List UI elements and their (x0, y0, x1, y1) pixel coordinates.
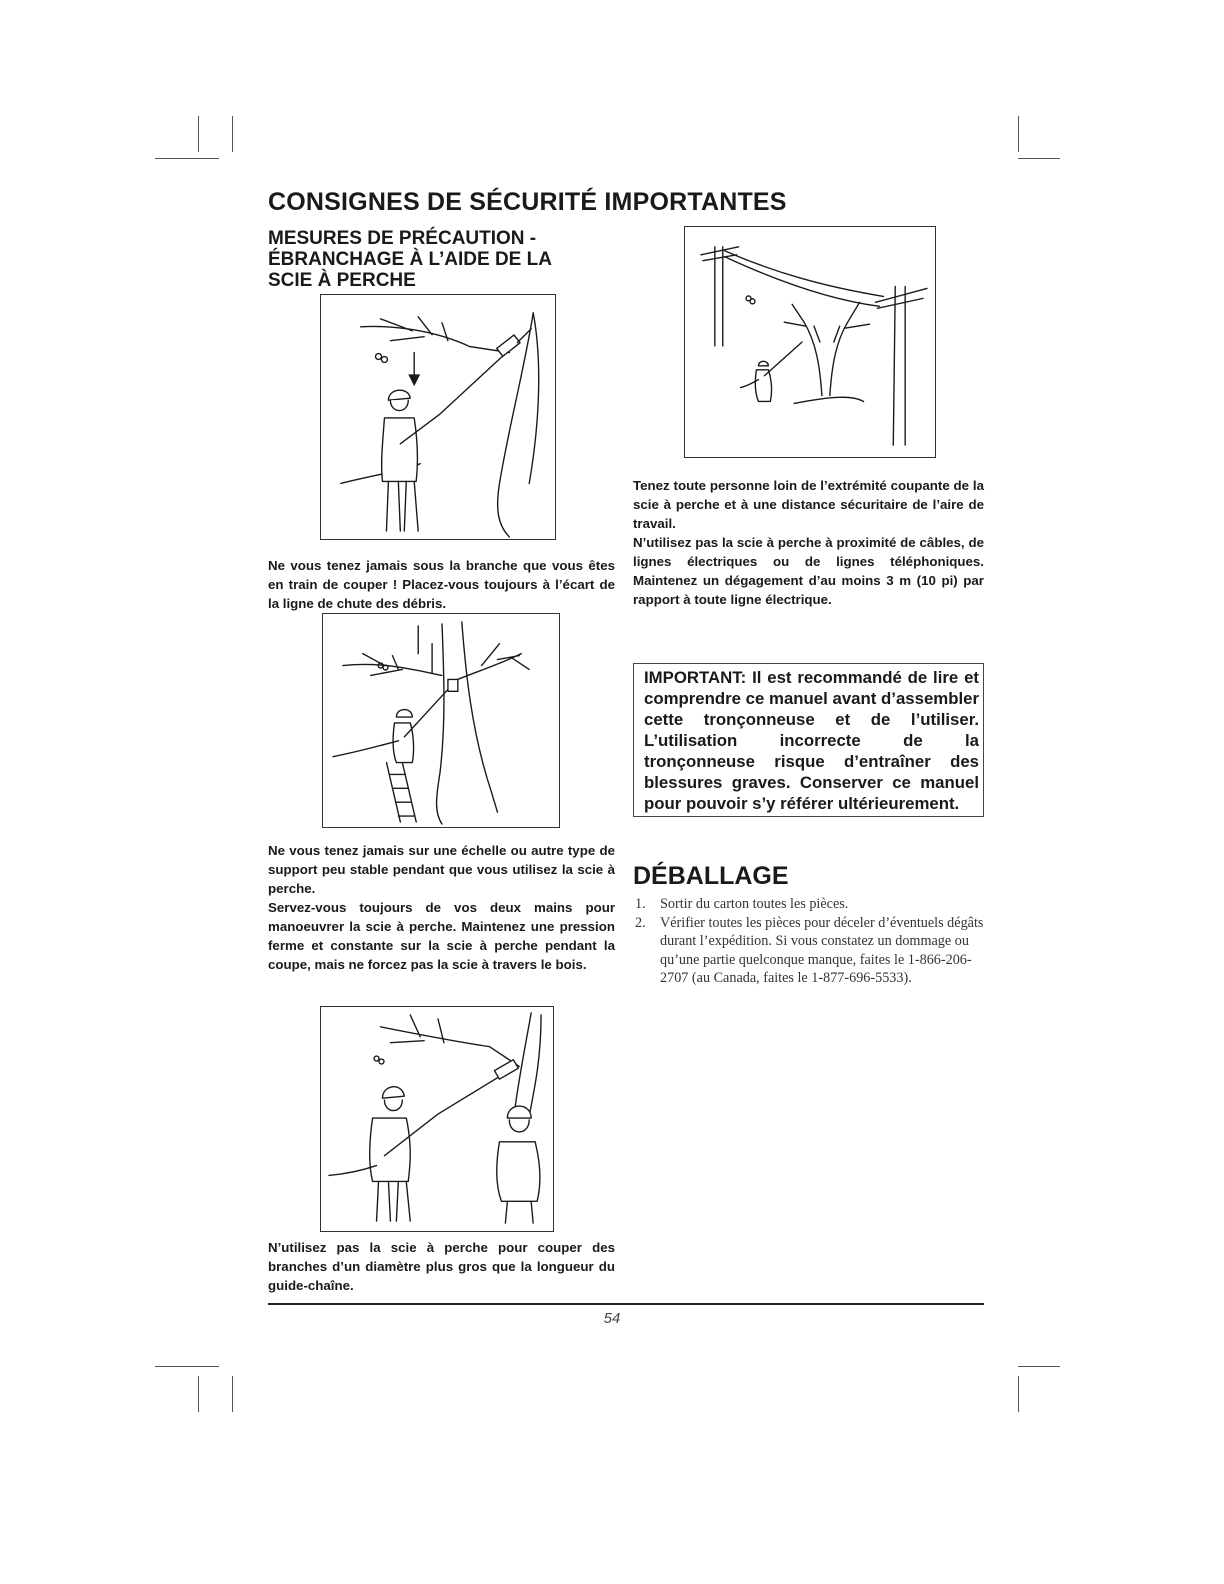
crop-mark (232, 1376, 233, 1412)
crop-mark (155, 1366, 219, 1367)
caption-ladder-b: Servez-vous toujours de vos deux mains pour manoeuvrer la scie à perche. Maintenez une pression ferme et constante sur la scie à perche pendant la coupe, mais ne forcez pas la scie à travers le bois. (268, 900, 615, 972)
crop-mark (1018, 116, 1019, 152)
illustration-ladder (323, 614, 559, 827)
footer-rule (268, 1303, 984, 1305)
deballage-step (635, 895, 987, 914)
figure-power-lines (684, 226, 936, 458)
caption-power-lines (633, 476, 984, 609)
crop-mark (1018, 1376, 1019, 1412)
crop-mark (155, 158, 219, 159)
caption-two-people: N’utilisez pas la scie à perche pour couper des branches d’un diamètre plus gros que la longueur du guide-chaîne. (268, 1240, 615, 1293)
step-number: 2. (635, 914, 646, 931)
figure-ladder (322, 613, 560, 828)
caption-power-lines-a: Tenez toute personne loin de l’extrémité coupante de la scie à perche et à une distance sécuritaire de l’aire de travail. (633, 478, 984, 531)
step-text: Sortir du carton toutes les pièces. (660, 896, 849, 912)
page-number: 54 (603, 1310, 621, 1327)
caption-power-lines-b: N’utilisez pas la scie à perche à proximité de câbles, de lignes électriques ou de lignes téléphoniques. Maintenez un dégagement d’au moins 3 m (10 pi) par rapport à toute ligne électrique. (633, 535, 984, 607)
step-text: Vérifier toutes les pièces pour déceler d’éventuels dégâts durant l’expédition. Si vous constatez un dommage ou qu’une partie quelconque manque, faites le 1-866-206-2707 (au Canada, faites le 1-877-696-5533). (660, 914, 984, 986)
figure-under-branch (320, 294, 556, 540)
crop-mark (198, 116, 199, 152)
crop-mark (1018, 1366, 1060, 1367)
page-title: CONSIGNES DE SÉCURITÉ IMPORTANTES (268, 188, 787, 216)
important-notice: IMPORTANT: Il est recommandé de lire et comprendre ce manuel avant d’assembler cette tronçonneuse et de l’utiliser. L’utilisation incorrecte de la tronçonneuse risque d’entraîner des blessures graves. Conserver ce manuel pour pouvoir s’y référer ultérieurement. (633, 663, 984, 817)
step-number: 1. (635, 896, 646, 912)
crop-mark (232, 116, 233, 152)
caption-ladder-a: Ne vous tenez jamais sur une échelle ou autre type de support peu stable pendant que vous utilisez la scie à perche. (268, 843, 615, 896)
section-subtitle: MESURES DE PRÉCAUTION - ÉBRANCHAGE À L’AIDE DE LA SCIE À PERCHE (268, 228, 552, 291)
deballage-steps (635, 895, 987, 988)
crop-mark (198, 1376, 199, 1412)
illustration-power-lines (685, 227, 935, 457)
illustration-two-people (321, 1007, 553, 1231)
deballage-title: DÉBALLAGE (633, 862, 789, 890)
illustration-under-branch (321, 295, 555, 539)
deballage-step (635, 914, 987, 988)
crop-mark (1018, 158, 1060, 159)
figure-two-people (320, 1006, 554, 1232)
caption-under-branch: Ne vous tenez jamais sous la branche que vous êtes en train de couper ! Placez-vous toujours à l’écart de la ligne de chute des débris. (268, 558, 615, 611)
caption-ladder (268, 841, 615, 974)
